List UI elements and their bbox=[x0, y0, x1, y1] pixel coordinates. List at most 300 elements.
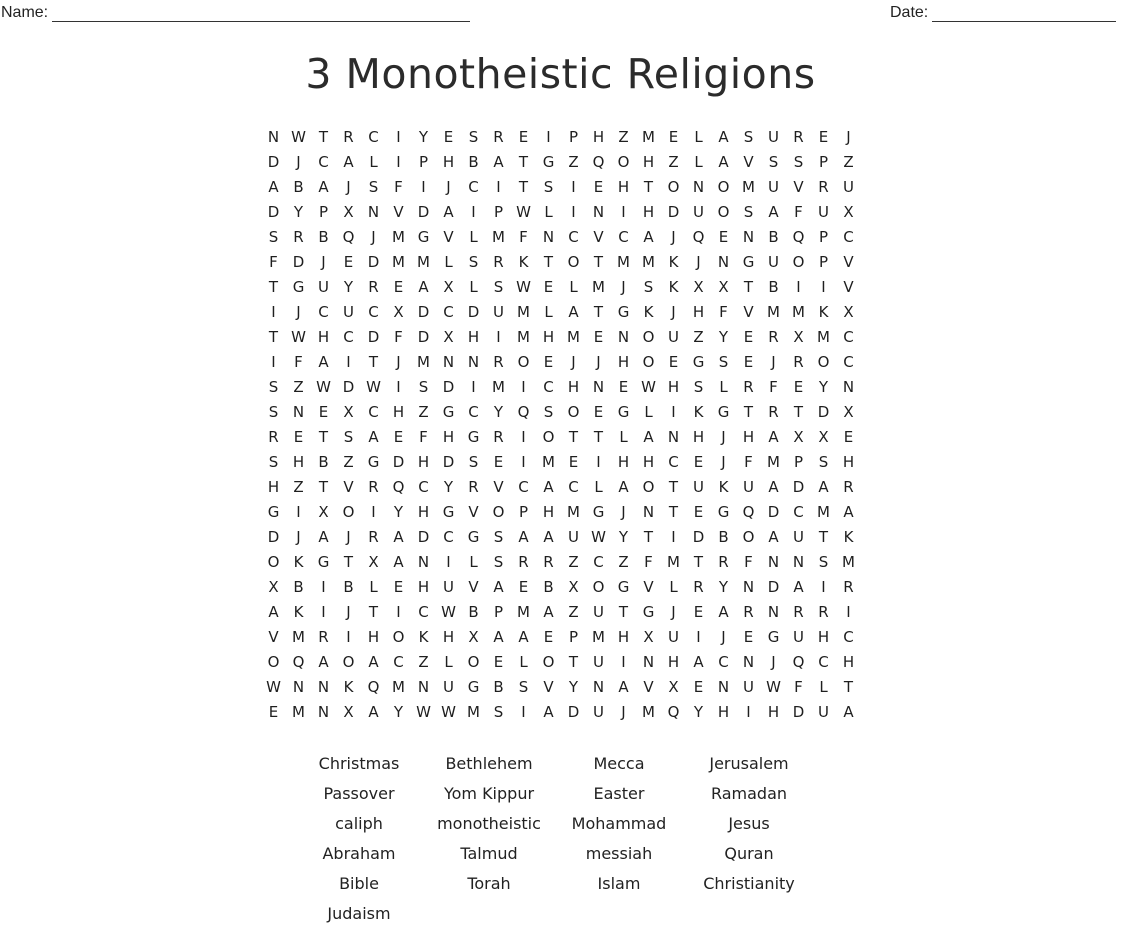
grid-letter: S bbox=[418, 377, 429, 396]
grid-letter: H bbox=[642, 202, 655, 221]
grid-letter: O bbox=[567, 402, 580, 421]
grid-letter: N bbox=[642, 652, 655, 671]
grid-letter: K bbox=[693, 402, 704, 421]
grid-letter: E bbox=[668, 352, 679, 371]
grid-letter: L bbox=[369, 152, 378, 171]
grid-letter: E bbox=[593, 402, 604, 421]
grid-letter: R bbox=[368, 277, 379, 296]
grid-letter: M bbox=[792, 302, 805, 321]
grid-letter: N bbox=[717, 677, 730, 696]
grid-letter: I bbox=[371, 502, 376, 521]
grid-letter: U bbox=[793, 627, 804, 646]
grid-letter: B bbox=[543, 577, 554, 596]
grid-letter: S bbox=[793, 152, 804, 171]
grid-letter: M bbox=[842, 552, 855, 571]
grid-letter: V bbox=[468, 577, 479, 596]
grid-letter: A bbox=[368, 427, 379, 446]
grid-letter: M bbox=[642, 252, 655, 271]
grid-letter: T bbox=[643, 527, 654, 546]
grid-letter: W bbox=[316, 377, 331, 396]
grid-letter: E bbox=[593, 327, 604, 346]
grid-letter: M bbox=[392, 677, 405, 696]
grid-letter: D bbox=[367, 252, 380, 271]
grid-letter: X bbox=[843, 302, 854, 321]
grid-letter: S bbox=[643, 277, 654, 296]
grid-letter: K bbox=[818, 302, 829, 321]
grid-letter: R bbox=[268, 427, 279, 446]
grid-letter: I bbox=[271, 302, 276, 321]
grid-letter: A bbox=[418, 277, 429, 296]
grid-letter: F bbox=[719, 302, 728, 321]
grid-letter: R bbox=[793, 127, 804, 146]
grid-letter: C bbox=[568, 477, 579, 496]
grid-letter: R bbox=[818, 177, 829, 196]
grid-letter: E bbox=[593, 177, 604, 196]
grid-letter: C bbox=[618, 227, 629, 246]
grid-letter: B bbox=[718, 527, 729, 546]
grid-letter: F bbox=[794, 677, 803, 696]
grid-letter: O bbox=[717, 202, 730, 221]
grid-letter: M bbox=[292, 702, 305, 721]
grid-letter: A bbox=[543, 702, 554, 721]
grid-letter: H bbox=[417, 502, 430, 521]
grid-letter: T bbox=[818, 527, 829, 546]
grid-letter: H bbox=[367, 627, 380, 646]
grid-letter: C bbox=[843, 327, 854, 346]
grid-letter: A bbox=[718, 152, 729, 171]
grid-letter: R bbox=[843, 577, 854, 596]
grid-letter: J bbox=[296, 527, 301, 546]
grid-letter: U bbox=[818, 202, 829, 221]
grid-letter: M bbox=[467, 702, 480, 721]
grid-letter: S bbox=[768, 152, 779, 171]
grid-letter: R bbox=[493, 252, 504, 271]
grid-letter: A bbox=[543, 477, 554, 496]
grid-letter: A bbox=[393, 552, 404, 571]
grid-letter: T bbox=[318, 127, 329, 146]
grid-letter: I bbox=[496, 327, 501, 346]
grid-letter: R bbox=[493, 352, 504, 371]
grid-letter: V bbox=[268, 627, 279, 646]
grid-letter: U bbox=[668, 627, 679, 646]
grid-letter: S bbox=[543, 402, 554, 421]
grid-letter: K bbox=[293, 552, 304, 571]
grid-letter: D bbox=[442, 377, 455, 396]
grid-letter: I bbox=[521, 702, 526, 721]
grid-letter: A bbox=[268, 602, 279, 621]
grid-letter: Z bbox=[418, 652, 429, 671]
grid-letter: Q bbox=[792, 652, 805, 671]
grid-letter: C bbox=[843, 352, 854, 371]
grid-letter: U bbox=[693, 202, 704, 221]
grid-letter: H bbox=[767, 702, 780, 721]
grid-letter: E bbox=[843, 427, 854, 446]
grid-letter: C bbox=[368, 402, 379, 421]
grid-letter: J bbox=[671, 602, 676, 621]
grid-letter: C bbox=[518, 477, 529, 496]
grid-letter: L bbox=[569, 277, 578, 296]
grid-letter: C bbox=[843, 227, 854, 246]
grid-letter: I bbox=[621, 652, 626, 671]
grid-letter: V bbox=[643, 677, 654, 696]
grid-letter: D bbox=[467, 302, 480, 321]
grid-letter: H bbox=[692, 427, 705, 446]
grid-letter: C bbox=[443, 527, 454, 546]
grid-letter: H bbox=[642, 452, 655, 471]
grid-letter: Z bbox=[843, 152, 854, 171]
grid-letter: X bbox=[318, 502, 329, 521]
grid-letter: T bbox=[593, 427, 604, 446]
grid-letter: M bbox=[592, 627, 605, 646]
grid-letter: V bbox=[793, 177, 804, 196]
grid-letter: E bbox=[668, 127, 679, 146]
grid-letter: E bbox=[568, 452, 579, 471]
grid-letter: S bbox=[468, 127, 479, 146]
grid-letter: I bbox=[621, 202, 626, 221]
grid-letter: E bbox=[543, 277, 554, 296]
grid-letter: T bbox=[693, 552, 704, 571]
grid-letter: R bbox=[468, 477, 479, 496]
grid-letter: L bbox=[469, 552, 478, 571]
grid-letter: E bbox=[793, 377, 804, 396]
grid-letter: N bbox=[367, 202, 380, 221]
grid-letter: U bbox=[743, 677, 754, 696]
grid-letter: P bbox=[518, 502, 529, 521]
grid-letter: J bbox=[721, 627, 726, 646]
grid-letter: G bbox=[317, 552, 330, 571]
grid-letter: G bbox=[267, 502, 280, 521]
grid-letter: Z bbox=[618, 552, 629, 571]
grid-letter: U bbox=[493, 302, 504, 321]
grid-letter: O bbox=[342, 502, 355, 521]
grid-letter: N bbox=[317, 677, 330, 696]
grid-letter: C bbox=[468, 402, 479, 421]
grid-letter: V bbox=[543, 677, 554, 696]
grid-letter: E bbox=[518, 577, 529, 596]
grid-letter: N bbox=[592, 677, 605, 696]
grid-letter: W bbox=[291, 327, 306, 346]
grid-letter: A bbox=[343, 152, 354, 171]
grid-letter: X bbox=[268, 577, 279, 596]
grid-letter: H bbox=[667, 377, 680, 396]
grid-letter: C bbox=[543, 377, 554, 396]
grid-letter: A bbox=[318, 527, 329, 546]
word-list-item: Islam bbox=[597, 874, 641, 893]
grid-letter: F bbox=[419, 427, 428, 446]
grid-letter: X bbox=[343, 702, 354, 721]
grid-letter: I bbox=[421, 177, 426, 196]
grid-letter: J bbox=[346, 177, 351, 196]
grid-letter: N bbox=[417, 552, 430, 571]
grid-letter: N bbox=[792, 552, 805, 571]
word-list-item: Mecca bbox=[593, 754, 645, 773]
grid-letter: M bbox=[817, 327, 830, 346]
grid-letter: M bbox=[517, 327, 530, 346]
grid-letter: O bbox=[717, 177, 730, 196]
grid-letter: O bbox=[642, 352, 655, 371]
grid-letter: Q bbox=[517, 402, 530, 421]
grid-letter: B bbox=[768, 277, 779, 296]
grid-letter: D bbox=[567, 702, 580, 721]
grid-letter: H bbox=[592, 127, 605, 146]
grid-letter: H bbox=[442, 627, 455, 646]
grid-letter: D bbox=[442, 452, 455, 471]
word-list-item: Jesus bbox=[728, 814, 770, 833]
grid-letter: L bbox=[469, 227, 478, 246]
grid-letter: H bbox=[617, 627, 630, 646]
grid-letter: W bbox=[641, 377, 656, 396]
grid-letter: I bbox=[671, 402, 676, 421]
grid-letter: O bbox=[642, 327, 655, 346]
grid-letter: H bbox=[742, 427, 755, 446]
grid-letter: W bbox=[516, 202, 531, 221]
grid-letter: K bbox=[293, 602, 304, 621]
grid-letter: B bbox=[293, 177, 304, 196]
grid-letter: F bbox=[519, 227, 528, 246]
grid-letter: A bbox=[768, 477, 779, 496]
grid-letter: L bbox=[544, 202, 553, 221]
grid-letter: D bbox=[792, 477, 805, 496]
grid-letter: M bbox=[767, 452, 780, 471]
grid-letter: J bbox=[346, 527, 351, 546]
grid-letter: X bbox=[443, 277, 454, 296]
grid-letter: Y bbox=[618, 527, 629, 546]
word-list-item: Bible bbox=[339, 874, 379, 893]
grid-letter: G bbox=[467, 677, 480, 696]
grid-letter: E bbox=[743, 327, 754, 346]
grid-letter: I bbox=[321, 577, 326, 596]
word-list-item: Torah bbox=[467, 874, 511, 893]
grid-letter: F bbox=[394, 177, 403, 196]
grid-letter: C bbox=[418, 602, 429, 621]
grid-letter: P bbox=[318, 202, 329, 221]
grid-letter: F bbox=[794, 202, 803, 221]
grid-letter: T bbox=[343, 552, 354, 571]
grid-letter: A bbox=[318, 177, 329, 196]
grid-letter: M bbox=[642, 702, 655, 721]
grid-letter: X bbox=[693, 277, 704, 296]
grid-letter: F bbox=[744, 552, 753, 571]
grid-letter: C bbox=[368, 127, 379, 146]
grid-letter: X bbox=[793, 427, 804, 446]
grid-letter: X bbox=[793, 327, 804, 346]
grid-letter: I bbox=[571, 202, 576, 221]
grid-letter: S bbox=[343, 427, 354, 446]
grid-letter: L bbox=[694, 152, 703, 171]
grid-letter: P bbox=[793, 452, 804, 471]
grid-letter: I bbox=[846, 602, 851, 621]
date-line[interactable] bbox=[932, 5, 1116, 22]
grid-letter: S bbox=[268, 402, 279, 421]
grid-letter: P bbox=[568, 627, 579, 646]
grid-letter: U bbox=[443, 577, 454, 596]
grid-letter: P bbox=[418, 152, 429, 171]
grid-letter: C bbox=[318, 152, 329, 171]
grid-letter: M bbox=[542, 452, 555, 471]
grid-letter: U bbox=[768, 177, 779, 196]
grid-letter: I bbox=[571, 177, 576, 196]
grid-letter: P bbox=[818, 252, 829, 271]
date-field[interactable] bbox=[890, 4, 1116, 22]
grid-letter: X bbox=[443, 327, 454, 346]
grid-letter: R bbox=[493, 427, 504, 446]
grid-letter: E bbox=[343, 252, 354, 271]
grid-letter: J bbox=[396, 352, 401, 371]
grid-letter: J bbox=[621, 702, 626, 721]
grid-letter: S bbox=[268, 452, 279, 471]
word-list-item: Mohammad bbox=[571, 814, 667, 833]
grid-letter: O bbox=[592, 577, 605, 596]
grid-letter: S bbox=[818, 552, 829, 571]
grid-letter: Z bbox=[618, 127, 629, 146]
grid-letter: W bbox=[366, 377, 381, 396]
grid-letter: C bbox=[568, 227, 579, 246]
grid-letter: N bbox=[767, 602, 780, 621]
grid-letter: V bbox=[343, 477, 354, 496]
grid-letter: A bbox=[643, 227, 654, 246]
grid-letter: E bbox=[293, 427, 304, 446]
grid-letter: I bbox=[446, 552, 451, 571]
grid-letter: F bbox=[394, 327, 403, 346]
grid-letter: A bbox=[518, 627, 529, 646]
grid-letter: E bbox=[743, 352, 754, 371]
grid-letter: X bbox=[643, 627, 654, 646]
grid-letter: J bbox=[621, 502, 626, 521]
grid-letter: A bbox=[793, 577, 804, 596]
grid-letter: N bbox=[592, 377, 605, 396]
grid-letter: V bbox=[643, 577, 654, 596]
grid-letter: M bbox=[392, 227, 405, 246]
name-field[interactable] bbox=[1, 4, 470, 22]
grid-letter: C bbox=[443, 302, 454, 321]
grid-letter: P bbox=[568, 127, 579, 146]
grid-letter: O bbox=[617, 152, 630, 171]
grid-letter: I bbox=[746, 702, 751, 721]
grid-letter: I bbox=[396, 152, 401, 171]
word-list-item: Yom Kippur bbox=[443, 784, 535, 803]
grid-letter: I bbox=[321, 602, 326, 621]
grid-letter: H bbox=[717, 702, 730, 721]
grid-letter: K bbox=[843, 527, 854, 546]
grid-letter: Z bbox=[293, 377, 304, 396]
grid-letter: J bbox=[671, 302, 676, 321]
grid-letter: Q bbox=[367, 677, 380, 696]
word-list bbox=[294, 751, 814, 931]
grid-letter: L bbox=[819, 677, 828, 696]
grid-letter: Y bbox=[343, 277, 354, 296]
grid-letter: W bbox=[441, 602, 456, 621]
grid-letter: A bbox=[843, 502, 854, 521]
grid-letter: U bbox=[843, 177, 854, 196]
grid-letter: N bbox=[317, 702, 330, 721]
grid-letter: A bbox=[843, 702, 854, 721]
grid-letter: G bbox=[617, 577, 630, 596]
grid-letter: I bbox=[396, 377, 401, 396]
grid-letter: I bbox=[296, 502, 301, 521]
grid-letter: G bbox=[442, 502, 455, 521]
grid-letter: I bbox=[696, 627, 701, 646]
grid-letter: X bbox=[343, 202, 354, 221]
grid-letter: L bbox=[594, 477, 603, 496]
grid-letter: I bbox=[671, 527, 676, 546]
grid-letter: L bbox=[544, 302, 553, 321]
grid-letter: E bbox=[268, 702, 279, 721]
grid-letter: Y bbox=[293, 202, 304, 221]
grid-letter: V bbox=[743, 302, 754, 321]
grid-letter: B bbox=[318, 452, 329, 471]
grid-letter: H bbox=[842, 652, 855, 671]
grid-letter: C bbox=[343, 327, 354, 346]
grid-letter: Q bbox=[792, 227, 805, 246]
grid-letter: R bbox=[793, 602, 804, 621]
grid-letter: A bbox=[543, 527, 554, 546]
word-list-item: Ramadan bbox=[710, 784, 788, 803]
grid-letter: S bbox=[493, 527, 504, 546]
grid-letter: T bbox=[568, 652, 579, 671]
grid-letter: P bbox=[493, 202, 504, 221]
grid-letter: S bbox=[818, 452, 829, 471]
grid-letter: M bbox=[417, 252, 430, 271]
grid-letter: L bbox=[444, 652, 453, 671]
grid-letter: J bbox=[771, 652, 776, 671]
grid-letter: I bbox=[346, 352, 351, 371]
grid-letter: S bbox=[718, 352, 729, 371]
grid-letter: I bbox=[821, 277, 826, 296]
grid-letter: W bbox=[291, 127, 306, 146]
grid-letter: S bbox=[493, 702, 504, 721]
grid-letter: D bbox=[792, 702, 805, 721]
grid-letter: A bbox=[318, 352, 329, 371]
grid-letter: Y bbox=[493, 402, 504, 421]
grid-letter: R bbox=[293, 227, 304, 246]
grid-letter: N bbox=[292, 677, 305, 696]
grid-letter: A bbox=[818, 477, 829, 496]
grid-letter: F bbox=[269, 252, 278, 271]
grid-letter: I bbox=[521, 452, 526, 471]
grid-letter: L bbox=[369, 577, 378, 596]
grid-letter: A bbox=[393, 527, 404, 546]
grid-letter: S bbox=[743, 202, 754, 221]
grid-letter: U bbox=[818, 702, 829, 721]
grid-letter: T bbox=[318, 427, 329, 446]
grid-letter: X bbox=[393, 302, 404, 321]
grid-letter: M bbox=[292, 627, 305, 646]
grid-letter: G bbox=[442, 402, 455, 421]
grid-letter: Y bbox=[393, 702, 404, 721]
word-list-item: monotheistic bbox=[437, 814, 541, 833]
grid-letter: G bbox=[292, 277, 305, 296]
grid-letter: C bbox=[843, 627, 854, 646]
grid-letter: P bbox=[493, 602, 504, 621]
grid-letter: D bbox=[417, 527, 430, 546]
grid-letter: H bbox=[392, 402, 405, 421]
grid-letter: I bbox=[546, 127, 551, 146]
grid-letter: I bbox=[271, 352, 276, 371]
grid-letter: N bbox=[692, 177, 705, 196]
grid-letter: I bbox=[496, 177, 501, 196]
grid-letter: J bbox=[721, 427, 726, 446]
grid-letter: Z bbox=[568, 552, 579, 571]
grid-letter: I bbox=[796, 277, 801, 296]
grid-letter: V bbox=[468, 502, 479, 521]
grid-letter: L bbox=[469, 277, 478, 296]
grid-letter: K bbox=[518, 252, 529, 271]
grid-letter: A bbox=[493, 152, 504, 171]
grid-letter: T bbox=[668, 477, 679, 496]
name-line[interactable] bbox=[52, 5, 470, 22]
grid-letter: A bbox=[493, 627, 504, 646]
grid-letter: G bbox=[542, 152, 555, 171]
